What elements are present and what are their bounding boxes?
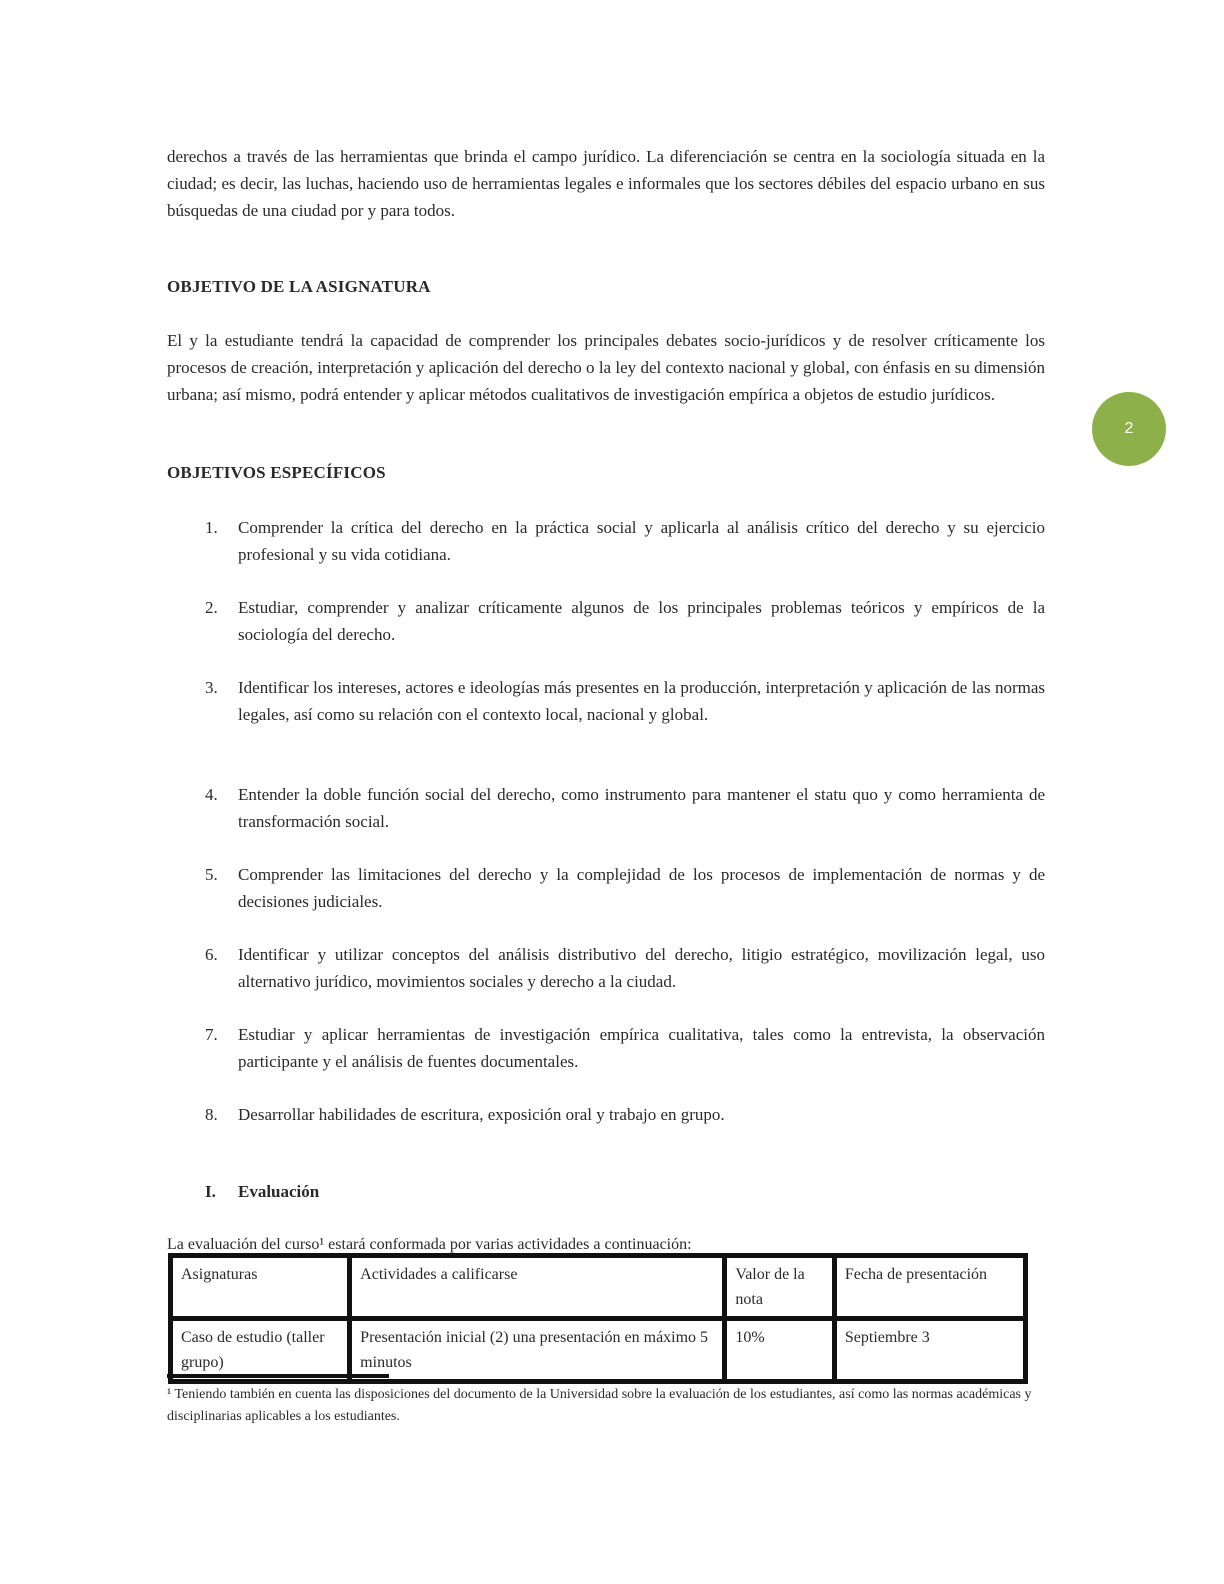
item-text: Desarrollar habilidades de escritura, exposición oral y trabajo en grupo. — [238, 1105, 725, 1124]
objective-item-1 — [205, 514, 1045, 568]
objective-item-5 — [205, 861, 1045, 915]
table-cell: Presentación inicial (2) una presentación en máximo 5 minutos — [350, 1319, 725, 1382]
objective-item-8 — [205, 1101, 1045, 1128]
item-number: 3. — [205, 678, 218, 697]
table-header-cell: Valor de la nota — [725, 1256, 834, 1319]
item-number: 2. — [205, 598, 218, 617]
page-number-badge — [1092, 392, 1166, 466]
evaluation-heading — [205, 1178, 1045, 1205]
item-text: Identificar los intereses, actores e ideologías más presentes en la producción, interpretación y aplicación de las normas legales, así como su relación con el contexto local, nacional y global. — [238, 678, 1045, 724]
item-text: Estudiar, comprender y analizar críticamente algunos de los principales problemas teóricos y empíricos de la sociología del derecho. — [238, 598, 1045, 644]
footnote-separator — [167, 1374, 389, 1378]
item-text: Comprender la crítica del derecho en la práctica social y aplicarla al análisis crítico del derecho y su ejercicio profesional y su vida cotidiana. — [238, 518, 1045, 564]
item-text: Entender la doble función social del derecho, como instrumento para mantener el statu quo y como herramienta de transformación social. — [238, 785, 1045, 831]
table-header-cell: Fecha de presentación — [834, 1256, 1025, 1319]
item-text: Estudiar y aplicar herramientas de investigación empírica cualitativa, tales como la entrevista, la observación participante y el análisis de fuentes documentales. — [238, 1025, 1045, 1071]
table-row — [171, 1319, 1026, 1382]
section-title: Evaluación — [238, 1182, 320, 1201]
objective-paragraph: El y la estudiante tendrá la capacidad de comprender los principales debates socio-jurídicos y de resolver críticamente los procesos de creación, interpretación y aplicación del derecho o la ley del contexto nacional y global, con énfasis en su dimensión urbana; así mismo, podrá entender y aplicar métodos cualitativos de investigación empírica a objetos de estudio jurídicos. — [167, 331, 1045, 404]
objective-item-7 — [205, 1021, 1045, 1075]
footnote: ¹ Teniendo también en cuenta las disposiciones del documento de la Universidad sobre la evaluación de los estudiantes, así como las normas académicas y disciplinarias aplicables a los estudiantes. — [167, 1387, 1032, 1424]
item-number: 8. — [205, 1105, 218, 1124]
item-number: 6. — [205, 945, 218, 964]
objective-item-3 — [205, 674, 1045, 728]
item-number: 5. — [205, 865, 218, 884]
item-text: Identificar y utilizar conceptos del análisis distributivo del derecho, litigio estratégico, movilización legal, uso alternativo jurídico, movimientos sociales y derecho a la ciudad. — [238, 945, 1045, 991]
table-header-cell: Asignaturas — [171, 1256, 350, 1319]
item-number: 1. — [205, 518, 218, 537]
section-number: I. — [205, 1182, 216, 1201]
table-cell: Caso de estudio (taller grupo) — [171, 1319, 350, 1382]
item-number: 7. — [205, 1025, 218, 1044]
intro-paragraph: derechos a través de las herramientas que brinda el campo jurídico. La diferenciación se centra en la sociología situada en la ciudad; es decir, las luchas, haciendo uso de herramientas legales e informales que los sectores débiles del espacio urbano en sus búsquedas de una ciudad por y para todos. — [167, 147, 1045, 220]
objective-item-6 — [205, 941, 1045, 995]
table-header-row — [171, 1256, 1026, 1319]
specific-objectives-heading: OBJETIVOS ESPECÍFICOS — [167, 463, 386, 482]
table-cell: Septiembre 3 — [834, 1319, 1025, 1382]
evaluation-caption: La evaluación del curso¹ estará conformada por varias actividades a continuación: — [167, 1236, 692, 1253]
page-number: 2 — [1124, 420, 1134, 437]
objective-item-2 — [205, 594, 1045, 648]
table-cell: 10% — [725, 1319, 834, 1382]
evaluation-table — [168, 1253, 1028, 1384]
objective-heading: OBJETIVO DE LA ASIGNATURA — [167, 277, 431, 296]
item-number: 4. — [205, 785, 218, 804]
table-header-cell: Actividades a calificarse — [350, 1256, 725, 1319]
objective-item-4 — [205, 781, 1045, 835]
item-text: Comprender las limitaciones del derecho y la complejidad de los procesos de implementación de normas y de decisiones judiciales. — [238, 865, 1045, 911]
